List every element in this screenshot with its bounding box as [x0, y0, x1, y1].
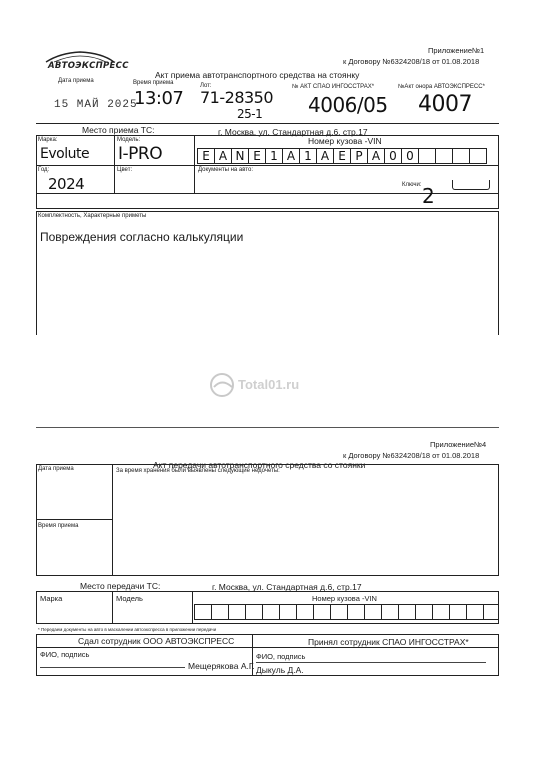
vin-cell [449, 604, 467, 620]
vin-char: 0 [389, 149, 397, 163]
name-left: Мещерякова А.Г. [188, 661, 255, 671]
place-value: г. Москва, ул. Стандартная д.6, стр.17 [218, 127, 368, 137]
vin-char: A [218, 149, 228, 163]
act-4-vin-label: Номер кузова -VIN [312, 594, 377, 603]
vin-cell [279, 604, 297, 620]
act-4-model-label: Модель [116, 594, 143, 603]
autoexpress-logo [40, 50, 129, 76]
vin-char: A [320, 149, 330, 163]
fio-left-line [40, 667, 185, 668]
vin-char: 1 [270, 149, 278, 163]
vin-char: E [338, 149, 346, 163]
handed-by-label: Сдал сотрудник ООО АВТОЭКСПРЕСС [78, 636, 235, 646]
vehicle-col-divider-1 [114, 135, 115, 193]
act-4-time-label: Время приема [38, 523, 79, 529]
date-stamp: 15 МАЙ 2025 [54, 99, 138, 111]
vin-cell [435, 148, 453, 164]
model-value: I-PRO [118, 144, 163, 164]
keys-value: 2 [422, 184, 435, 208]
vin-cell [432, 604, 450, 620]
contract-reference-4: к Договору №6324208/18 от 01.08.2018 [343, 451, 480, 460]
vin-cell [313, 604, 331, 620]
brand-value: Evolute [40, 146, 90, 162]
act-auto-value: 4007 [418, 92, 472, 117]
equipment-label: Комплектность, Характерные приметы [38, 213, 147, 219]
accepted-by-label: Принял сотрудник СПАО ИНГОССТРАХ* [308, 637, 469, 647]
vin-cell [381, 604, 399, 620]
lot-label: Лот: [200, 83, 212, 89]
vin-cell [262, 604, 280, 620]
vin-char: A [371, 149, 381, 163]
vin-cell [466, 604, 484, 620]
contract-reference-1: к Договору №6324208/18 от 01.08.2018 [343, 57, 480, 66]
act-4-table [36, 464, 499, 576]
act-4-row-divider [36, 519, 112, 520]
place-label: Место приема ТС: [82, 125, 155, 135]
vin-char: N [235, 149, 245, 163]
fio-right-line [256, 662, 486, 663]
year-label: Год: [38, 167, 50, 173]
vin-cell [415, 604, 433, 620]
equipment-text: Повреждения согласно калькуляции [40, 230, 244, 244]
year-value: 2024 [48, 175, 85, 193]
removed-items-label: За время хранения были выявлены следующие недочеты: [116, 468, 280, 474]
vin-char: E [202, 149, 210, 163]
vin-cell [211, 604, 229, 620]
vin-label: Номер кузова -VIN [308, 136, 382, 146]
act-4-place-value: г. Москва, ул. Стандартная д.6, стр.17 [212, 582, 362, 592]
act-spao-label: № АКТ СПАО ИНГОССТРАХ* [292, 84, 375, 90]
keys-bracket [452, 180, 490, 190]
act-1-title: Акт приема автотранспортного средства на стоянку [155, 70, 360, 80]
vin-char: A [286, 149, 296, 163]
vehicle-col-divider-2 [194, 135, 195, 193]
vin-cell [364, 604, 382, 620]
lot-value-line-2: 25-1 [237, 107, 263, 121]
vin-cell [228, 604, 246, 620]
appendix-4-label: Приложение№4 [430, 440, 487, 449]
keys-label: Ключи: [402, 182, 422, 188]
vin-cell [347, 604, 365, 620]
brand-label: Марка: [38, 137, 58, 143]
fio-left-label: ФИО, подпись [40, 650, 90, 659]
watermark [208, 372, 328, 398]
act-4-brand-label: Марка [40, 594, 63, 603]
vin-cell [194, 604, 212, 620]
name-right: Дыкуль Д.А. [256, 665, 304, 675]
appendix-1-label: Приложение№1 [428, 46, 485, 55]
vin-char: 0 [406, 149, 414, 163]
section-separator [36, 427, 499, 428]
model-label: Модель: [117, 137, 141, 143]
signature-row-divider [36, 647, 499, 648]
vin-cell [330, 604, 348, 620]
logo-text: АВТОЭКСПРЕСС [48, 61, 129, 71]
act-4-col-divider [112, 464, 113, 576]
vin-cell [469, 148, 487, 164]
act-4-date-label: Дата приема [38, 466, 74, 472]
vin-char: P [355, 149, 363, 163]
date-label: Дата приема [58, 78, 94, 84]
vin-cell [296, 604, 314, 620]
act-auto-label: №Акт онора АВТОЭКСПРЕСС* [398, 84, 485, 90]
act-4-vehicle-col-1 [112, 591, 113, 624]
color-label: Цвет: [117, 167, 133, 173]
vin-cell [398, 604, 416, 620]
vin-cell [452, 148, 470, 164]
vin-cell [245, 604, 263, 620]
time-label: Время приема [133, 80, 174, 86]
vin-char: E [253, 149, 261, 163]
act-spao-value: 4006/05 [308, 93, 388, 117]
time-value: 13:07 [134, 88, 184, 109]
watermark-logo-icon [208, 372, 238, 398]
vin-cell [418, 148, 436, 164]
act-4-footnote: * Передаем документы на авто в маскалении автоэкспресса в приложении передачи [38, 627, 217, 632]
act-4-title: Акт передачи автотранспортного средства со стоянки [153, 460, 366, 470]
vehicle-row-divider [36, 165, 499, 166]
docs-label: Документы на авто: [198, 167, 253, 173]
place-top-line [36, 123, 499, 124]
watermark-text: Total01.ru [238, 377, 300, 392]
vin-cell [483, 604, 499, 620]
act-4-vehicle-col-2 [192, 591, 193, 624]
lot-value-line-1: 71-28350 [200, 88, 274, 107]
act-4-place-label: Место передачи ТС: [80, 581, 161, 591]
vin-char: 1 [304, 149, 312, 163]
fio-right-label: ФИО, подпись [256, 652, 306, 661]
